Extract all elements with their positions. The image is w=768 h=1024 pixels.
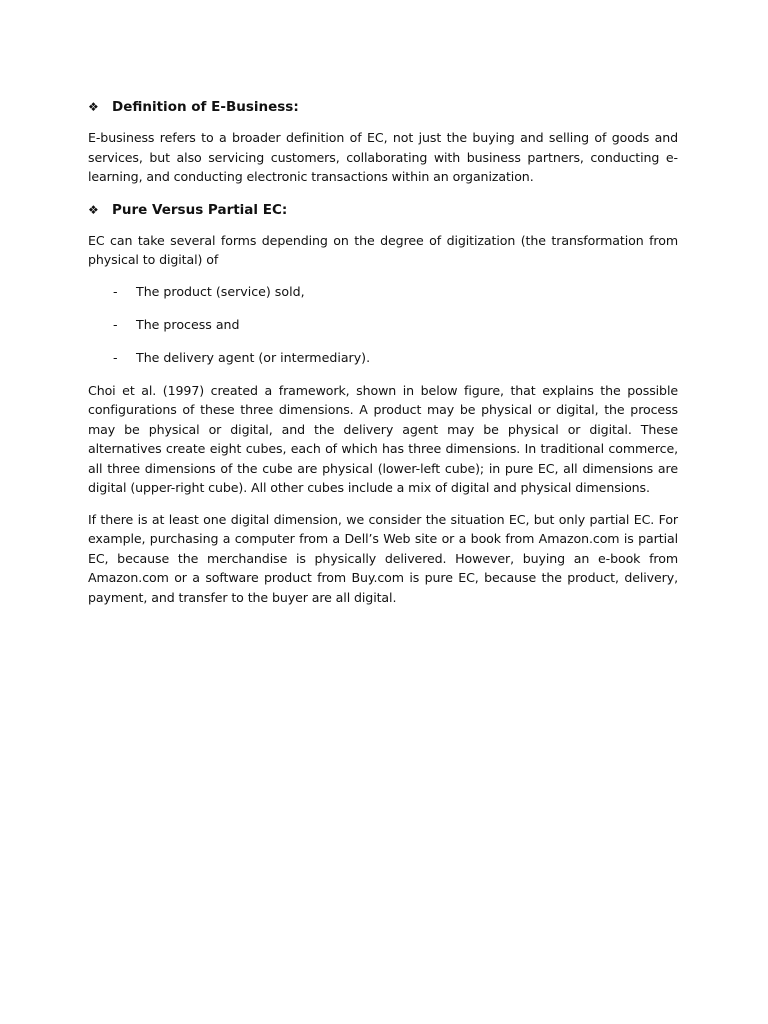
section-heading-text: Definition of E-Business: (112, 99, 299, 115)
diamond-bullet-icon: ❖ (88, 202, 99, 217)
paragraph-intro: EC can take several forms depending on the degree of digitization (the transformation from physical to digital) of (88, 232, 678, 267)
list-item (88, 282, 678, 302)
section-heading-pure-vs-partial (88, 199, 678, 221)
list-item-text: The delivery agent (or intermediary). (136, 349, 371, 365)
list-item-text: The process and (136, 316, 240, 332)
document-page (88, 96, 678, 619)
diamond-bullet-icon: ❖ (88, 100, 99, 114)
paragraph-ebusiness-definition: E-business refers to a broader definition of EC, not just the buying and selling of goods and services, but also servicing customers, collaborating with business partners, conducting e-learning, and conducting electronic transactions within an organization. (88, 130, 678, 184)
dash-marker: - (113, 283, 118, 299)
paragraph-partial-ec: If there is at least one digital dimension, we consider the situation EC, but only partial EC. For example, purchasing a computer from a Dell’s Web site or a book from Amazon.com is partial EC, because the merchandise is physically delivered. However, buying an e-book from Amazon.com or a software product from Buy.com is pure EC, because the product, delivery, payment, and transfer to the buyer are all digital. (88, 511, 678, 605)
paragraph-choi-framework: Choi et al. (1997) created a framework, shown in below figure, that explains the possible configurations of these three dimensions. A product may be physical or digital, the process may be physical or digital, and the delivery agent may be physical or digital. These alternatives create eight cubes, each of which has three dimensions. In traditional commerce, all three dimensions of the cube are physical (lower-left cube); in pure EC, all dimensions are digital (upper-right cube). All other cubes include a mix of digital and physical dimensions. (88, 382, 678, 495)
dash-marker: - (113, 316, 118, 332)
list-item-text: The product (service) sold, (136, 283, 305, 299)
list-item (88, 348, 678, 368)
section-heading-text: Pure Versus Partial EC: (112, 201, 288, 218)
section-heading-definition (88, 96, 678, 118)
dash-marker: - (113, 349, 118, 365)
list-item (88, 315, 678, 335)
dimension-list (88, 282, 678, 368)
